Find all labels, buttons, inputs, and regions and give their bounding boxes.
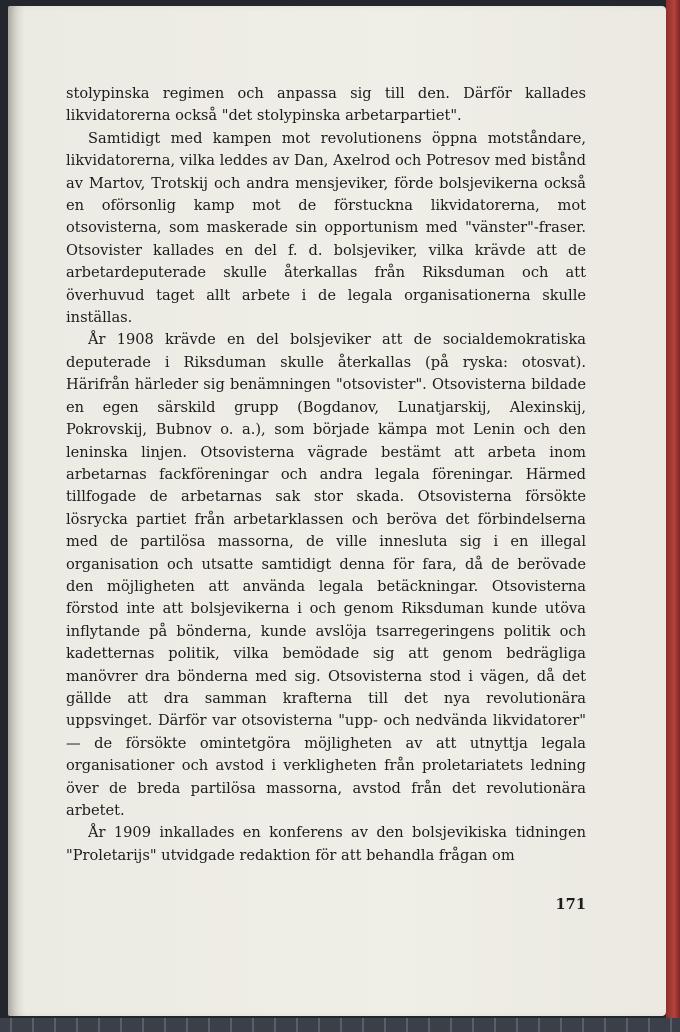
book-cover-edge	[666, 0, 680, 1032]
scanner-edge-strip	[0, 1018, 680, 1032]
body-text	[66, 83, 586, 867]
page-sheet	[8, 6, 666, 1016]
paragraph-2: Samtidigt med kampen mot revolutionens öppna motståndare, likvidatorerna, vilka leddes av Dan, Axelrod och Potresov med bistånd av Martov, Trotskij och andra mensjeviker, förde bolsjevikerna också en oförsonlig kamp mot de förstuckna likvidatorerna, mot otsovisterna, som maskerade sin opportunism med "vänster"-fraser. Otsovister kallades en del f. d. bolsjeviker, vilka krävde att de arbetardeputerade skulle återkallas från Riksduman och att överhuvud taget allt arbete i de legala organisationerna skulle inställas.	[66, 129, 586, 327]
paragraph-4: År 1909 inkallades en konferens av den bolsjevikiska tidningen "Proletarijs" utvidgade redaktion för att behandla frågan om	[66, 824, 586, 864]
paragraph-1: stolypinska regimen och anpassa sig till den. Därför kallades likvidatorerna också "det stolypinska arbetarpartiet".	[66, 85, 586, 125]
paragraph-3: År 1908 krävde en del bolsjeviker att de socialdemokratiska deputerade i Riksduman skulle återkallas (på ryska: otosvat). Härifrån härleder sig benämningen "otsovister". Otsovisterna bildade en egen särskild grupp (Bogdanov, Lunatjarskij, Alexinskij, Pokrovskij, Bubnov o. a.), som började kämpa mot Lenin och den leninska linjen. Otsovisterna vägrade bestämt att arbeta inom arbetarnas fackföreningar och andra legala föreningar. Härmed tillfogade de arbetarnas sak stor skada. Otsovisterna försökte lösrycka partiet från arbetarklassen och beröva det förbindelserna med de partilösa massorna, de ville innesluta sig i en illegal organisation och utsatte samtidigt denna för fara, då de berövade den möjligheten att använda legala betäckningar. Otsovisterna förstod inte att bolsjevikerna i och genom Riksduman kunde utöva inflytande på bönderna, kunde avslöja tsarregeringens politik och kadetternas politik, vilka bemödade sig att genom bedrägliga manövrer dra bönderna med sig. Otsovisterna stod i vägen, då det gällde att dra samman krafterna till det nya revolutionära uppsvinget. Därför var otsovisterna "upp- och nedvända likvidatorer" — de försökte omintetgöra möjligheten av att utnyttja legala organisationer och avstod i verkligheten från proletariatets ledning över de breda partilösa massorna, avstod från det revolutionära arbetet.	[66, 331, 586, 819]
page-number: 171	[555, 896, 586, 913]
